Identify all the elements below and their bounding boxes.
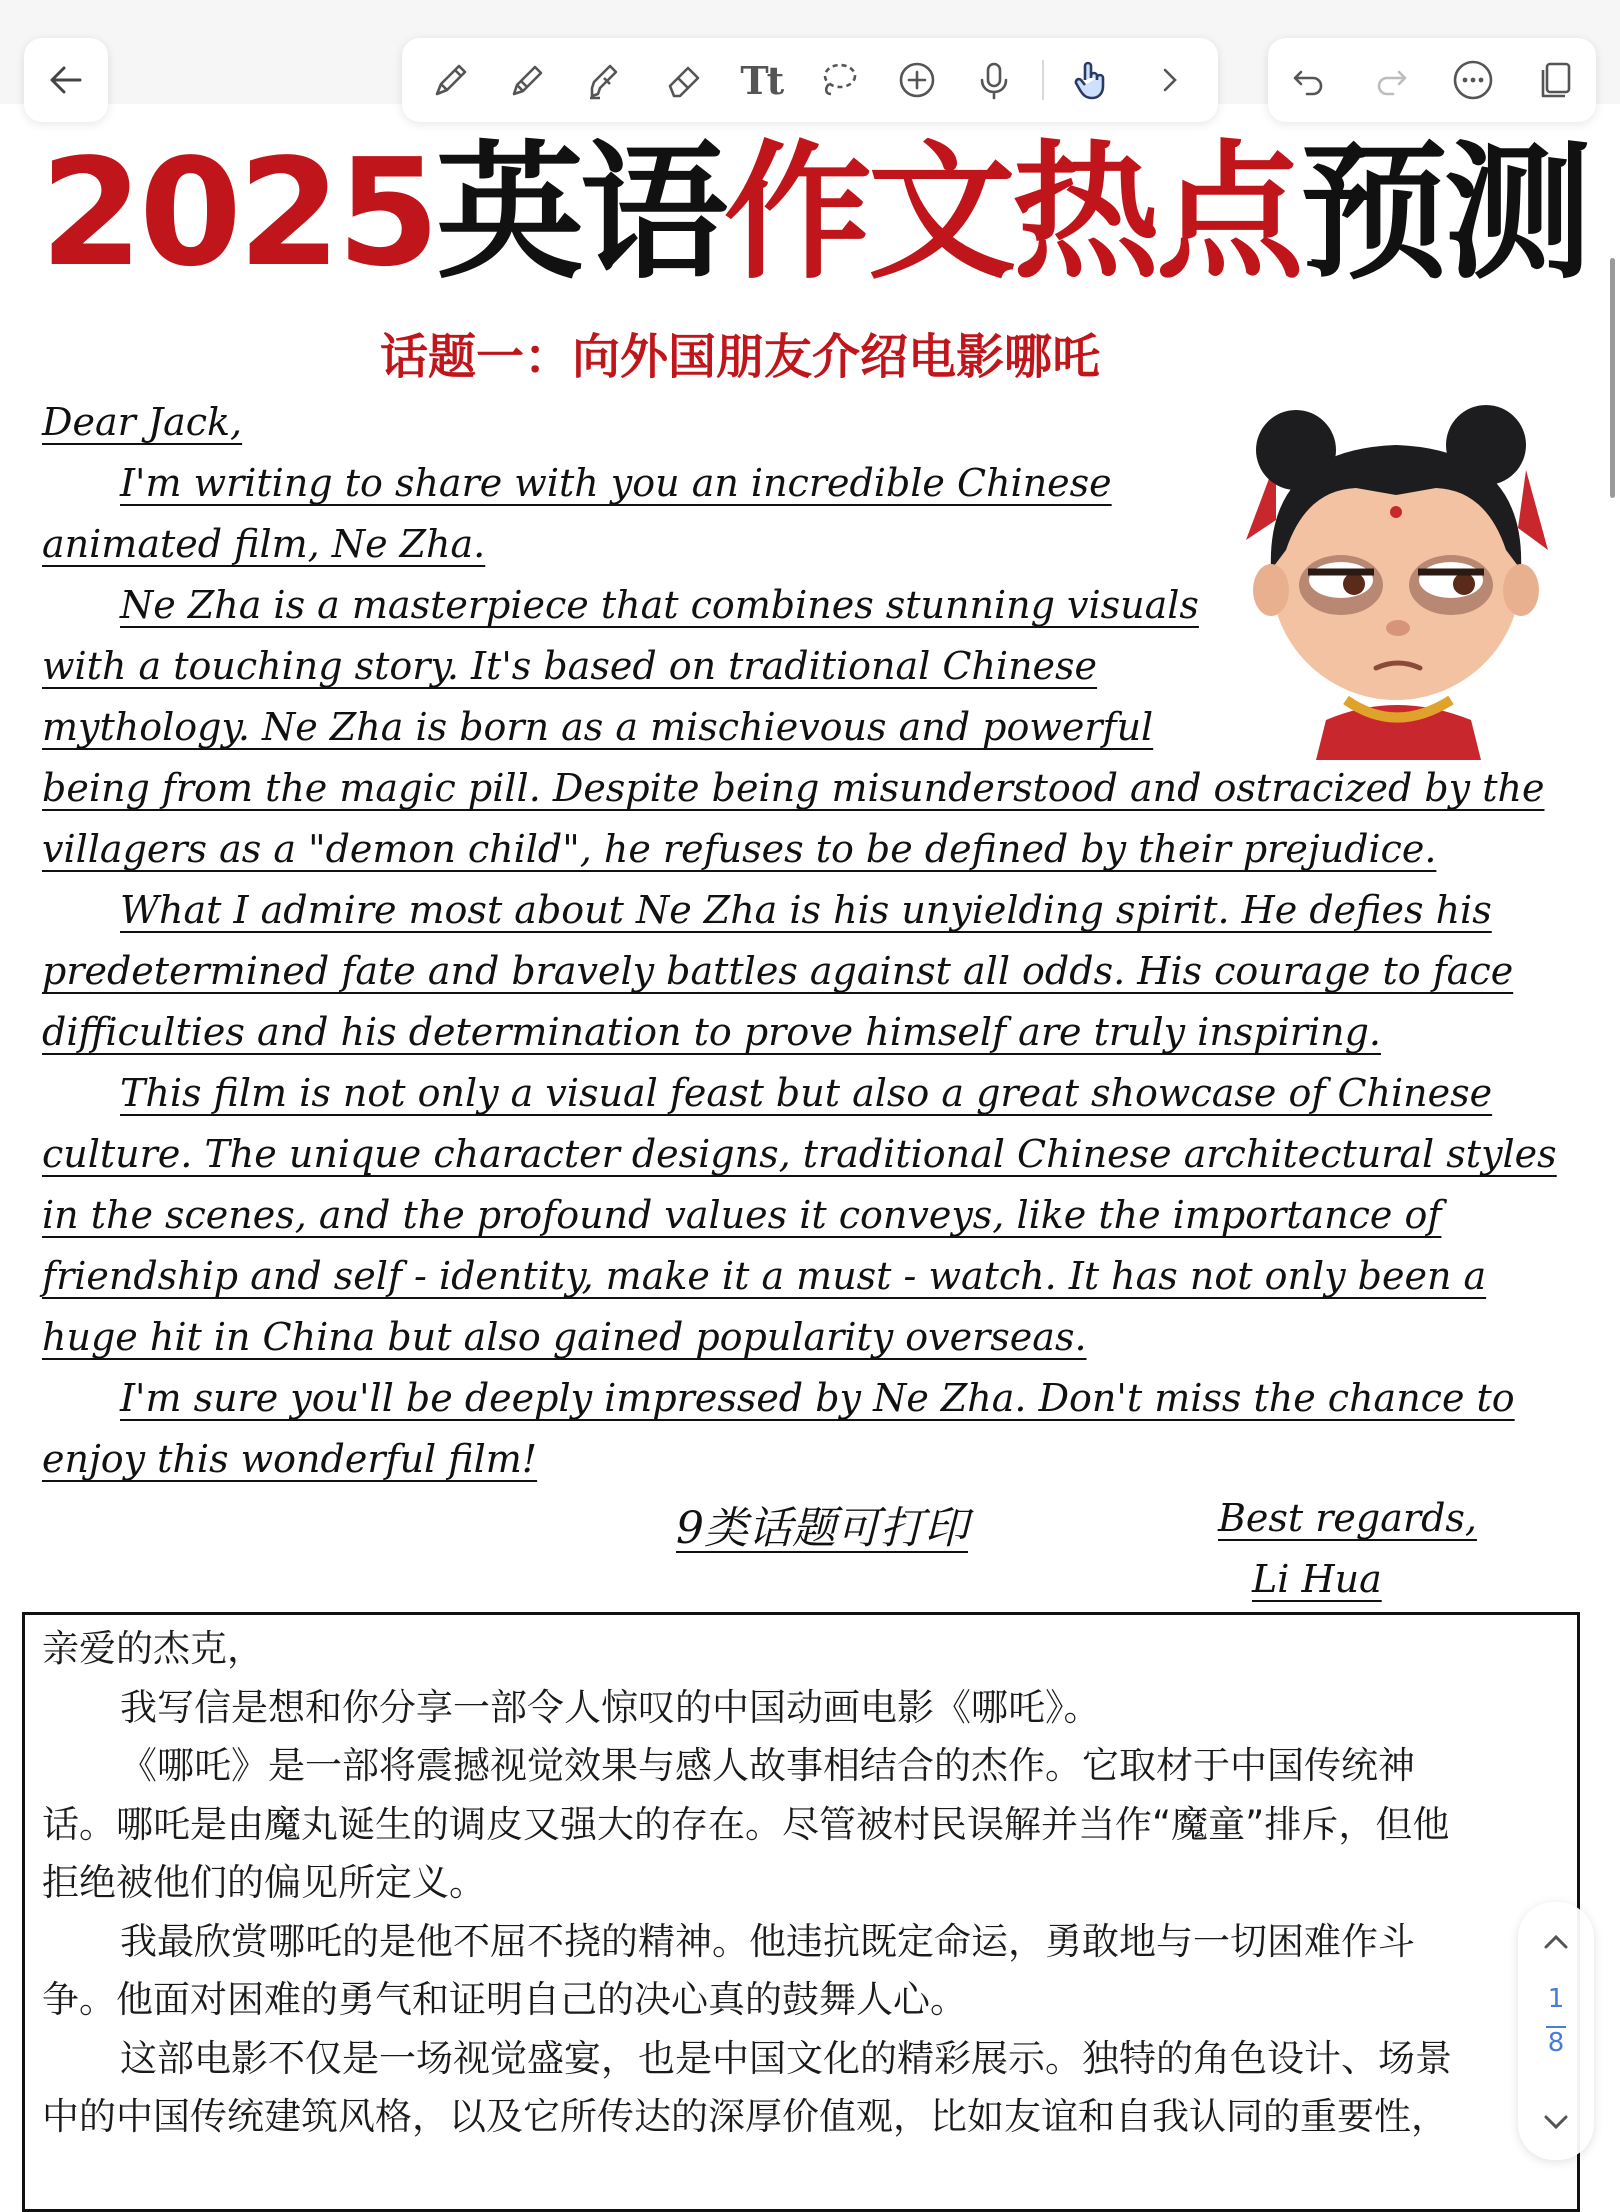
undo-icon[interactable] [1279, 50, 1339, 110]
translation-line: 争。他面对困难的勇气和证明自己的决心真的鼓舞人心。 [42, 1978, 967, 2021]
add-circle-icon[interactable] [887, 50, 947, 110]
chevron-down-icon [1536, 2102, 1576, 2142]
more-icon[interactable] [1443, 50, 1503, 110]
letter-line: animated film, Ne Zha. [42, 522, 486, 566]
letter-line: with a touching story. It's based on traditional Chinese [42, 644, 1098, 688]
total-page-number: 8 [1547, 2028, 1565, 2058]
translation-line: 亲爱的杰克， [42, 1627, 264, 1670]
letter-line: mythology. Ne Zha is born as a mischievous and powerful [42, 705, 1154, 749]
current-page-number: 1 [1547, 1984, 1565, 2014]
title-highlight: 作文热点 [723, 127, 1300, 299]
letter-line: villagers as a "demon child", he refuses to be defined by their prejudice. [42, 827, 1437, 871]
letter-line: Dear Jack, [42, 400, 243, 444]
signature-name: Li Hua [1252, 1557, 1382, 1601]
translation-line: 这部电影不仅是一场视觉盛宴，也是中国文化的精彩展示。独特的角色设计、场景 [120, 2036, 1452, 2080]
letter-line: culture. The unique character designs, traditional Chinese architectural styles [42, 1132, 1557, 1176]
title-year: 2025 [40, 127, 436, 299]
action-toolbar [1268, 38, 1596, 122]
page-title [40, 128, 1600, 298]
pen-icon[interactable] [421, 50, 481, 110]
page-up-button[interactable] [1536, 1922, 1576, 1962]
letter-line: I'm writing to share with you an incredible Chinese [120, 461, 1112, 505]
page-down-button[interactable] [1536, 2102, 1576, 2142]
text-tool-label: Tt [740, 57, 783, 103]
printable-note: 9类话题可打印 [676, 1503, 968, 1554]
letter-line: predetermined fate and bravely battles against all odds. His courage to face [42, 949, 1514, 993]
letter-line: friendship and self - identity, make it a must - watch. It has not only been a [42, 1254, 1487, 1298]
redo-icon[interactable] [1361, 50, 1421, 110]
letter-line: difficulties and his determination to prove himself are truly inspiring. [42, 1010, 1381, 1054]
letter-line: huge hit in China but also gained popularity overseas. [42, 1315, 1087, 1359]
topic-subtitle: 话题一：向外国朋友介绍电影哪吒 [379, 329, 1100, 385]
letter-line: enjoy this wonderful film! [42, 1437, 538, 1481]
highlighter-icon[interactable] [576, 50, 636, 110]
touch-hand-icon[interactable] [1061, 50, 1121, 110]
drawing-toolbar [402, 38, 1218, 122]
translation-line: 我写信是想和你分享一部令人惊叹的中国动画电影《哪吒》。 [120, 1685, 1101, 1729]
translation-line: 我最欣赏哪吒的是他不屈不挠的精神。他违抗既定命运，勇敢地与一切困难作斗 [120, 1919, 1415, 1963]
arrow-left-icon [36, 50, 96, 110]
translation-line: 《哪吒》是一部将震撼视觉效果与感人故事相结合的杰作。它取材于中国传统神 [120, 1744, 1415, 1787]
closing-text: Best regards, [1218, 1496, 1477, 1540]
letter-line: What I admire most about Ne Zha is his unyielding spirit. He defies his [120, 888, 1492, 932]
letter-line: in the scenes, and the profound values it conveys, like the importance of [42, 1193, 1442, 1237]
letter-line: being from the magic pill. Despite being misunderstood and ostracized by the [42, 766, 1545, 810]
english-letter [42, 392, 1582, 1490]
translation-line: 拒绝被他们的偏见所定义。 [42, 1861, 486, 1904]
microphone-icon[interactable] [964, 50, 1024, 110]
back-button[interactable] [24, 38, 108, 122]
letter-line: I'm sure you'll be deeply impressed by Ne Zha. Don't miss the chance to [120, 1376, 1515, 1420]
chinese-translation [42, 1620, 1522, 2147]
translation-line: 中的中国传统建筑风格，以及它所传达的深厚价值观，比如友谊和自我认同的重要性， [42, 2095, 1448, 2138]
pencil-icon[interactable] [498, 50, 558, 110]
translation-line: 话。哪吒是由魔丸诞生的调皮又强大的存在。尽管被村民误解并当作“魔童”排斥，但他 [42, 1802, 1450, 1846]
title-subject: 英语 [435, 127, 724, 299]
letter-line: This film is not only a visual feast but also a great showcase of Chinese [120, 1071, 1493, 1115]
eraser-icon[interactable] [654, 50, 714, 110]
page-navigator [1518, 1902, 1594, 2160]
vertical-scrollbar[interactable] [1610, 258, 1615, 498]
pages-icon[interactable] [1525, 50, 1585, 110]
chevron-up-icon [1536, 1922, 1576, 1962]
lasso-icon[interactable] [809, 50, 869, 110]
chevron-right-icon[interactable] [1139, 50, 1199, 110]
title-end: 预测 [1299, 127, 1588, 299]
toolbar-divider [1042, 60, 1044, 100]
letter-line: Ne Zha is a masterpiece that combines stunning visuals [120, 583, 1199, 627]
text-tool-icon[interactable] [731, 50, 791, 110]
